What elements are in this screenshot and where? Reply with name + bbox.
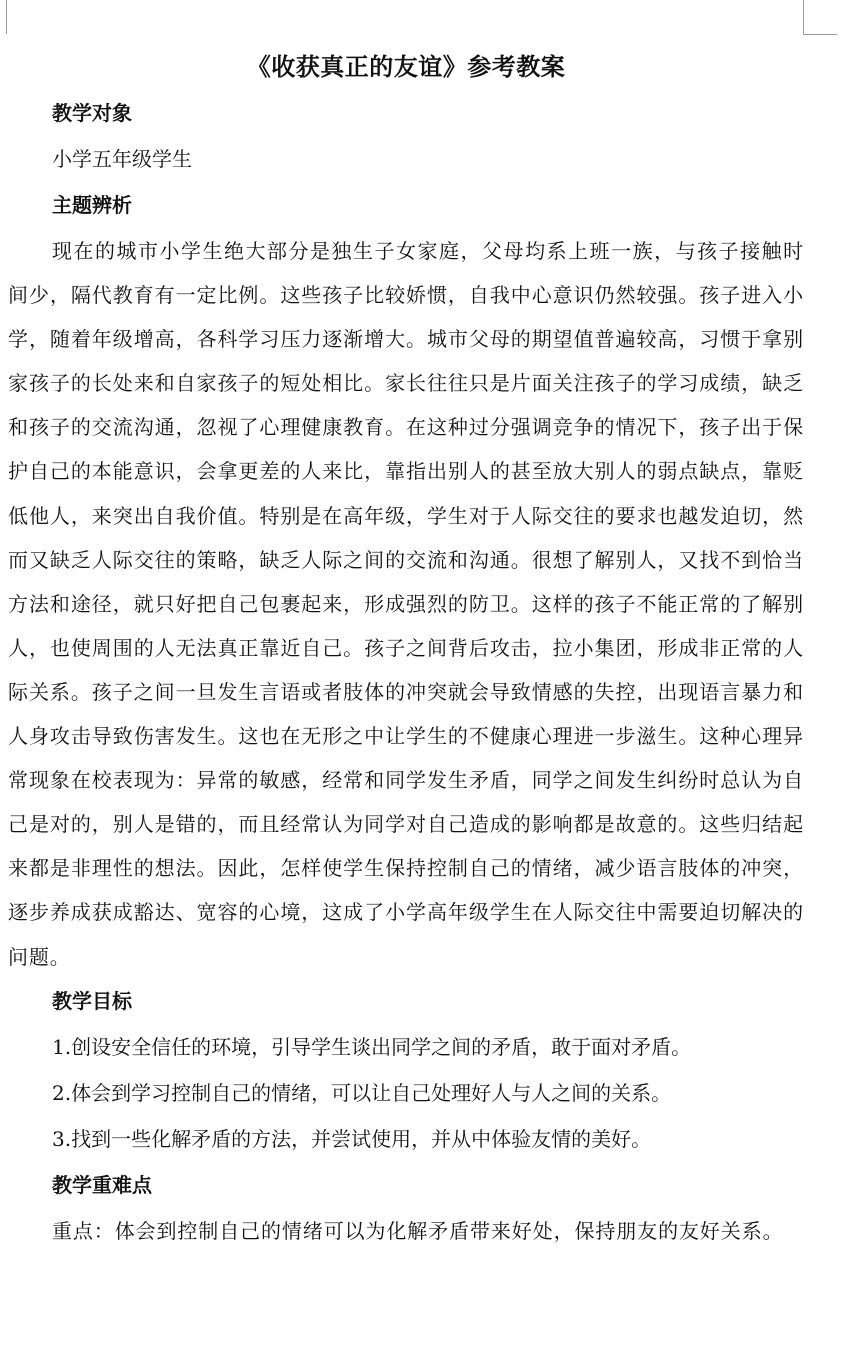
document-page: [8, 47, 804, 1253]
section-heading-objectives: 教学目标: [52, 988, 132, 1013]
objective-item-1: 1.创设安全信任的环境，引导学生谈出同学之间的矛盾，敢于面对矛盾。: [52, 1034, 692, 1059]
document-title: 《收获真正的友谊》参考教案: [246, 52, 566, 81]
section-heading-analysis: 主题辨析: [52, 193, 132, 217]
section-heading-audience: 教学对象: [52, 101, 132, 125]
audience-text: 小学五年级学生: [52, 147, 192, 171]
analysis-paragraph: 现在的城市小学生绝大部分是独生子女家庭，父母均系上班一族，与孩子接触时间少，隔代教育有一定比例。这些孩子比较娇惯，自我中心意识仍然较强。孩子进入小学，随着年级增高，各科学习压力逐渐增大。城市父母的期望值普遍较高，习惯于拿别家孩子的长处来和自家孩子的短处相比。家长往往只是片面关注孩子的学习成绩，缺乏和孩子的交流沟通，忽视了心理健康教育。在这种过分强调竞争的情况下，孩子出于保护自己的本能意识，会拿更差的人来比，靠指出别人的甚至放大别人的弱点缺点，靠贬低他人，来突出自我价值。特别是在高年级，学生对于人际交往的要求也越发迫切，然而又缺乏人际交往的策略，缺乏人际之间的交流和沟通。很想了解别人，又找不到恰当方法和途径，就只好把自己包裹起来，形成强烈的防卫。这样的孩子不能正常的了解别人，也使周围的人无法真正靠近自己。孩子之间背后攻击，拉小集团，形成非正常的人际关系。孩子之间一旦发生言语或者肢体的冲突就会导致情感的失控，出现语言暴力和人身攻击导致伤害发生。这也在无形之中让学生的不健康心理进一步滋生。这种心理异常现象在校表现为：异常的敏感，经常和同学发生矛盾，同学之间发生纠纷时总认为自己是对的，别人是错的，而且经常认为同学对自己造成的影响都是故意的。这些归结起来都是非理性的想法。因此，怎样使学生保持控制自己的情绪，减少语言肢体的冲突，逐步养成获成豁达、宽容的心境，这成了小学高年级学生在人际交往中需要迫切解决的问题。: [8, 239, 804, 969]
page-corner-mark-left: [0, 0, 7, 34]
section-heading-key-points: 教学重难点: [52, 1172, 152, 1197]
page-corner-mark-right-vertical: [803, 0, 804, 34]
objective-item-2: 2.体会到学习控制自己的情绪，可以让自己处理好人与人之间的关系。: [52, 1080, 672, 1105]
key-points-paragraph: 重点：体会到控制自己的情绪可以为化解矛盾带来好处，保持朋友的友好关系。: [52, 1218, 784, 1243]
page-corner-mark-right-horizontal: [803, 34, 837, 35]
objective-item-3: 3.找到一些化解矛盾的方法，并尝试使用，并从中体验友情的美好。: [52, 1126, 652, 1151]
